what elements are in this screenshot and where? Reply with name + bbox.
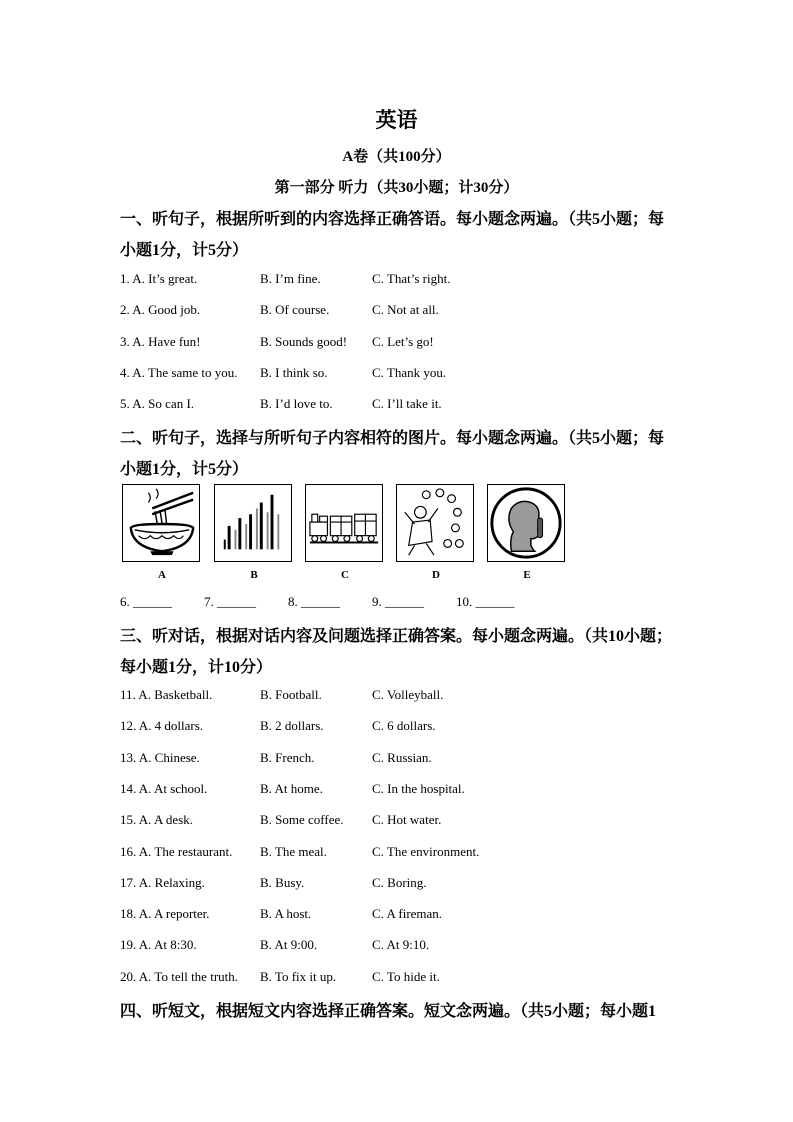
option-a[interactable]: 15. A. A desk. [120, 812, 193, 828]
toy-train-icon [306, 485, 382, 561]
picture-label-d: D [432, 569, 440, 581]
option-b[interactable]: B. Of course. [260, 302, 330, 318]
option-b[interactable]: B. I’m fine. [260, 271, 321, 286]
option-a[interactable]: 5. A. So can I. [120, 396, 195, 412]
silence-head-icon [488, 485, 564, 561]
option-c[interactable]: C. The environment. [372, 843, 480, 859]
option-a[interactable]: 3. A. Have fun! [120, 333, 201, 349]
picture-d [396, 484, 474, 562]
section-3-heading: 三、听对话，根据对话内容及问题选择正确答案。每小题念两遍。（共10小题； [120, 628, 673, 645]
option-a[interactable]: 16. A. The restaurant. [120, 843, 233, 859]
option-a[interactable]: 1. A. It’s great. [120, 271, 198, 286]
option-c[interactable]: C. I’ll take it. [372, 396, 442, 412]
option-c[interactable]: C. Boring. [372, 874, 427, 890]
picture-c [305, 484, 383, 562]
answer-blank-7[interactable]: 7. ______ [204, 594, 256, 609]
page-title: 英语 [375, 108, 418, 132]
option-b[interactable]: B. Sounds good! [260, 333, 348, 349]
option-b[interactable]: B. 2 dollars. [260, 718, 324, 734]
option-b[interactable]: B. At home. [260, 780, 323, 796]
answer-blank-9[interactable]: 9. ______ [372, 594, 424, 609]
section-1-heading: 一、听句子，根据所听到的内容选择正确答语。每小题念两遍。（共5小题；每 [120, 211, 665, 228]
option-b[interactable]: B. Football. [260, 687, 322, 702]
answer-blank-6[interactable]: 6. ______ [120, 594, 172, 609]
picture-label-e: E [523, 569, 531, 581]
option-b[interactable]: B. Some coffee. [260, 812, 344, 828]
option-c[interactable]: C. At 9:10. [372, 937, 430, 953]
section-2-heading: 二、听句子，选择与所听句子内容相符的图片。每小题念两遍。（共5小题；每 [120, 430, 665, 447]
option-b[interactable]: B. To fix it up. [260, 968, 337, 984]
option-b[interactable]: B. I’d love to. [260, 396, 333, 412]
noodle-bowl-icon [123, 485, 199, 561]
option-a[interactable]: 17. A. Relaxing. [120, 874, 205, 890]
picture-b [214, 484, 292, 562]
option-c[interactable]: C. Russian. [372, 749, 432, 765]
section-3-heading-cont: 每小题1分，计10分） [120, 659, 273, 676]
option-c[interactable]: C. In the hospital. [372, 780, 465, 796]
option-c[interactable]: C. Not at all. [372, 302, 439, 318]
option-c[interactable]: C. Volleyball. [372, 687, 444, 702]
answer-blank-10[interactable]: 10. ______ [456, 594, 515, 609]
option-a[interactable]: 14. A. At school. [120, 780, 208, 796]
option-a[interactable]: 4. A. The same to you. [120, 364, 238, 380]
option-a[interactable]: 18. A. A reporter. [120, 906, 210, 922]
option-b[interactable]: B. Busy. [260, 874, 305, 890]
paper-subtitle: A卷（共100分） [342, 149, 451, 165]
picture-a [122, 484, 200, 562]
section-1-heading-cont: 小题1分，计5分） [120, 242, 249, 259]
option-c[interactable]: C. Let’s go! [372, 333, 434, 349]
option-c[interactable]: C. Thank you. [372, 364, 447, 380]
option-b[interactable]: B. At 9:00. [260, 937, 318, 953]
picture-label-a: A [158, 569, 166, 581]
option-c[interactable]: C. 6 dollars. [372, 718, 436, 734]
option-a[interactable]: 19. A. At 8:30. [120, 937, 197, 953]
picture-e [487, 484, 565, 562]
option-b[interactable]: B. A host. [260, 906, 312, 922]
bar-chart-icon [215, 485, 291, 561]
option-a[interactable]: 13. A. Chinese. [120, 749, 200, 765]
option-a[interactable]: 2. A. Good job. [120, 302, 201, 318]
answer-blank-8[interactable]: 8. ______ [288, 594, 340, 609]
picture-label-b: B [250, 569, 258, 581]
option-a[interactable]: 11. A. Basketball. [120, 687, 213, 702]
picture-label-c: C [341, 569, 349, 581]
option-b[interactable]: B. French. [260, 749, 315, 765]
option-a[interactable]: 20. A. To tell the truth. [120, 968, 239, 984]
option-c[interactable]: C. A fireman. [372, 906, 443, 922]
option-c[interactable]: C. Hot water. [372, 812, 442, 828]
option-b[interactable]: B. I think so. [260, 364, 328, 380]
option-a[interactable]: 12. A. 4 dollars. [120, 718, 204, 734]
option-b[interactable]: B. The meal. [260, 843, 327, 859]
option-c[interactable]: C. To hide it. [372, 968, 440, 984]
section-4-heading: 四、听短文，根据短文内容选择正确答案。短文念两遍。（共5小题；每小题1 [120, 1003, 657, 1020]
part-heading: 第一部分 听力（共30小题；计30分） [274, 180, 519, 196]
section-2-heading-cont: 小题1分，计5分） [120, 461, 249, 478]
option-c[interactable]: C. That’s right. [372, 271, 451, 286]
juggling-clown-icon [397, 485, 473, 561]
